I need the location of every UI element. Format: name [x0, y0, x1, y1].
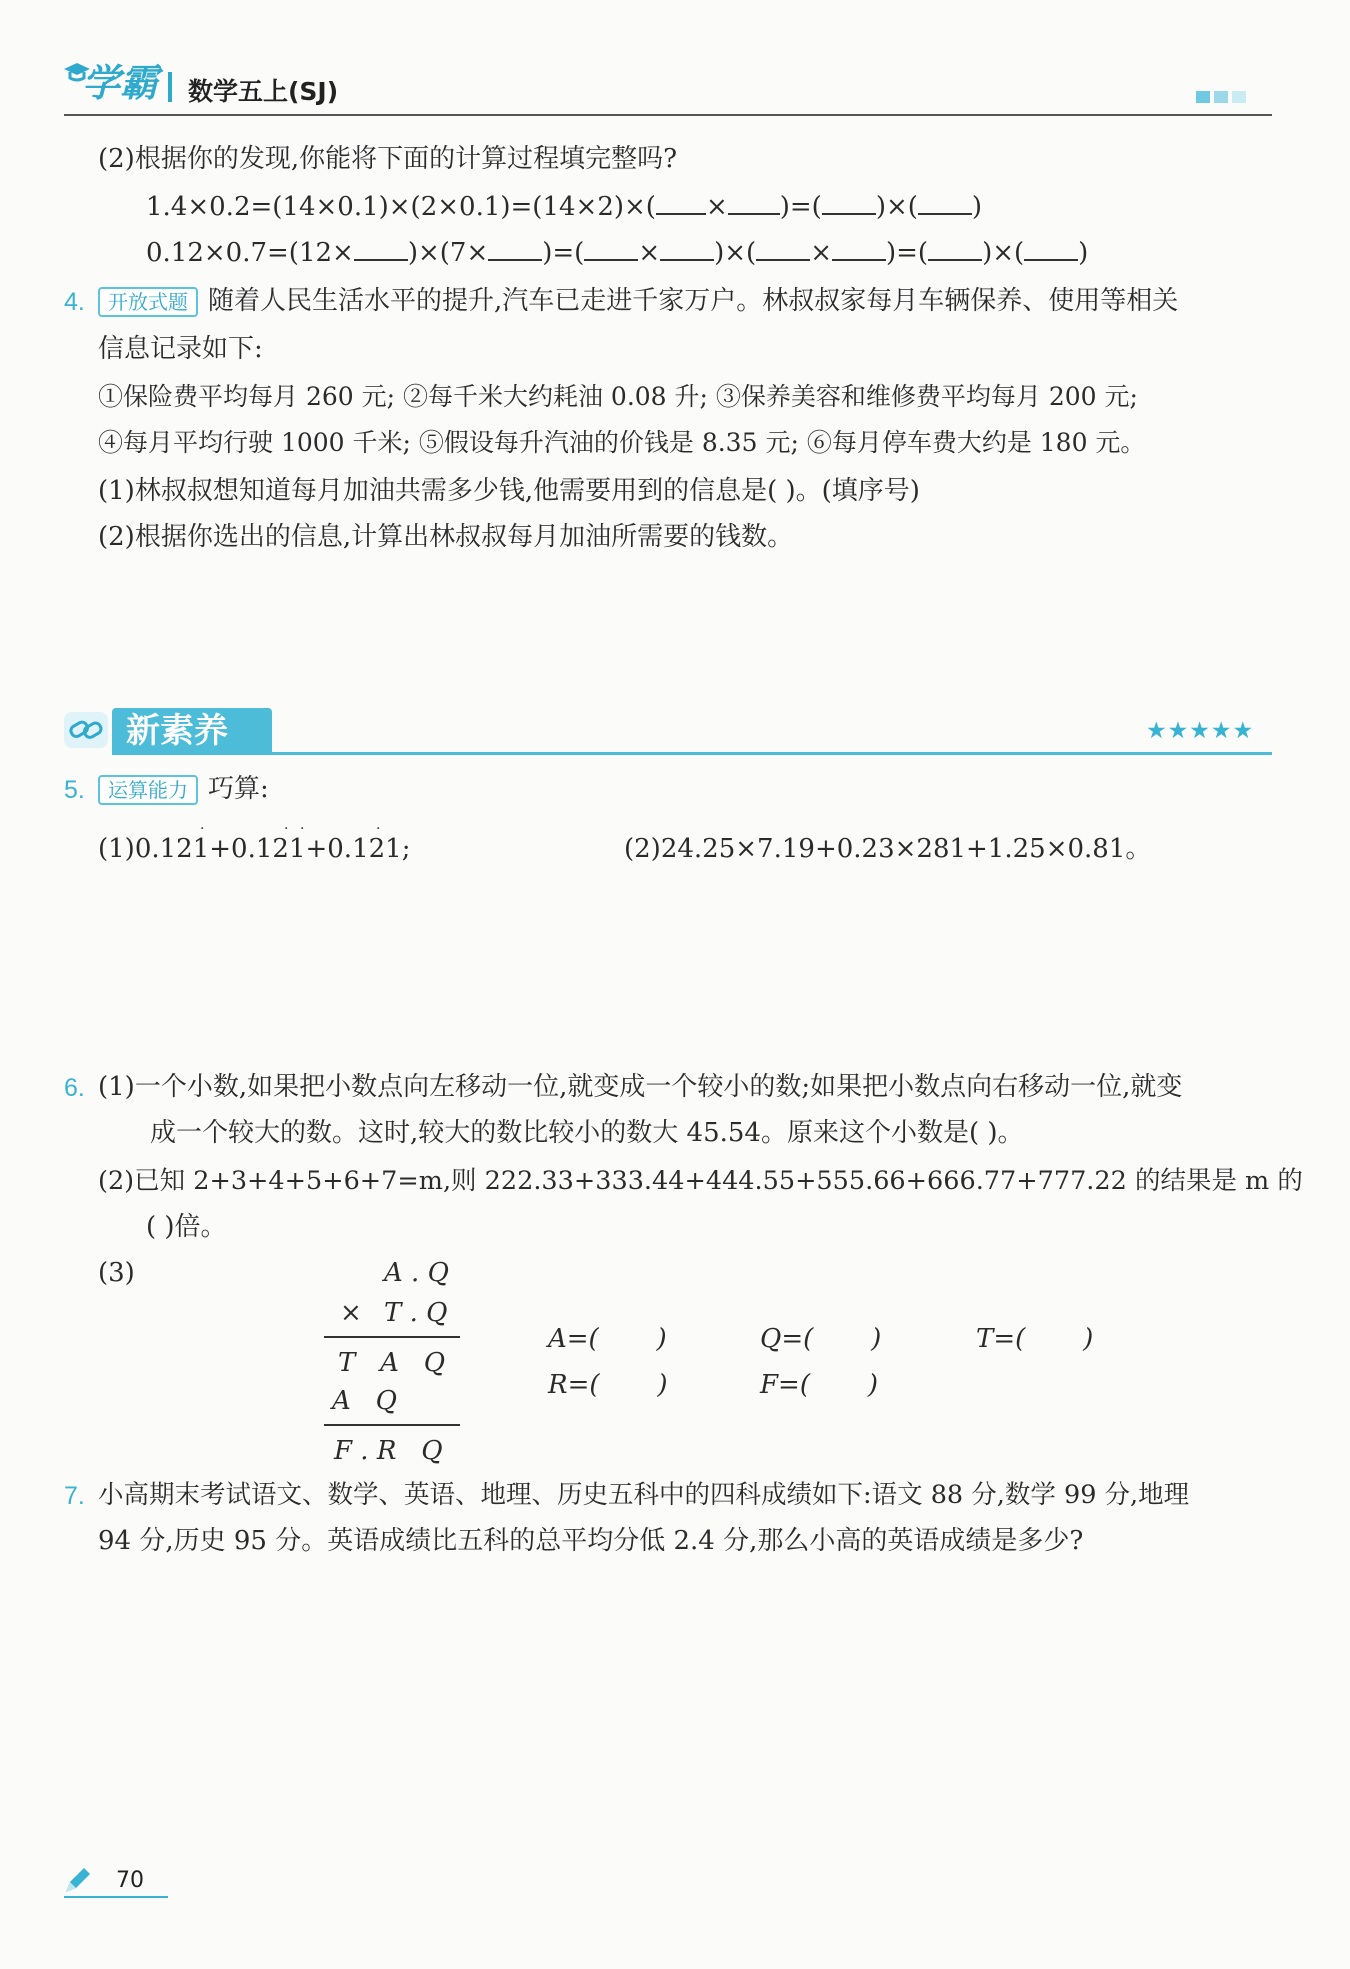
q3-part2-title: (2)根据你的发现,你能将下面的计算过程填完整吗?: [98, 144, 678, 174]
section-rule: [112, 752, 1272, 755]
vert-row-3: T A Q: [338, 1348, 446, 1378]
answer-blank[interactable]: [660, 237, 714, 261]
q6-part-2-line-2: ( )倍。: [146, 1212, 227, 1242]
q5-number: 5.: [64, 776, 85, 804]
q6-part-3-label: (3): [98, 1258, 135, 1288]
q4-info-row-1: ①保险费平均每月 260 元; ②每千米大约耗油 0.08 升; ③保养美容和维修费平均每月 200 元;: [98, 382, 1138, 411]
q3-line2-text-a: 0.12×0.7=(12×: [146, 238, 354, 268]
pencil-icon: [62, 1866, 92, 1900]
q3-line2-text-g: )=(: [885, 238, 929, 268]
q3-line1-text-e: ): [971, 192, 983, 222]
vert-rule-1: [324, 1336, 460, 1338]
q4-intro-text: 随着人民生活水平的提升,汽车已走进千家万户。林叔叔家每月车辆保养、使用等相关: [208, 286, 1179, 316]
q5-intro-text: 巧算:: [208, 774, 269, 804]
answer-blank[interactable]: [354, 237, 408, 261]
logo-divider: [168, 72, 172, 102]
q3-line2-text-i: ): [1078, 238, 1089, 268]
difficulty-stars: ★★★★★: [1146, 718, 1255, 744]
q4-info-row-2: ④每月平均行驶 1000 千米; ⑤假设每升汽油的价钱是 8.35 元; ⑥每月停车费大约是 180 元。: [98, 428, 1146, 457]
q3-line-1: [146, 190, 982, 224]
q3-line1-text-b: ×: [705, 192, 728, 222]
logo-text: 学霸: [82, 61, 159, 105]
q3-line2-text-e: )×(: [714, 238, 757, 268]
section-title: 新素养: [126, 711, 228, 751]
q5-part-1: (1)0.121+0.121+0.121;: [98, 834, 411, 864]
answer-blank[interactable]: [488, 237, 542, 261]
answer-F[interactable]: F=( ): [760, 1370, 878, 1400]
vert-row-5: F . R Q: [334, 1436, 443, 1466]
q3-line2-text-d: ×: [638, 238, 661, 268]
q4-part-1: (1)林叔叔想知道每月加油共需多少钱,他需要用到的信息是( )。(填序号): [98, 476, 920, 506]
q7-line-1: 小高期末考试语文、数学、英语、地理、历史五科中的四科成绩如下:语文 88 分,数学 99 分,地理: [98, 1480, 1190, 1510]
vert-row-4: A Q: [332, 1386, 397, 1416]
answer-blank[interactable]: [584, 237, 638, 261]
link-icon: [64, 712, 108, 752]
q3-line1-text-c: )=(: [779, 192, 822, 222]
answer-blank[interactable]: [756, 237, 810, 261]
q3-line-2: [146, 236, 1088, 270]
q6-part-1-line-2: 成一个较大的数。这时,较大的数比较小的数大 45.54。原来这个小数是( )。: [150, 1118, 1024, 1148]
q4-number: 4.: [64, 288, 85, 316]
answer-blank[interactable]: [822, 191, 876, 215]
answer-R[interactable]: R=( ): [548, 1370, 668, 1400]
q3-line1-text-a: 1.4×0.2=(14×0.1)×(2×0.1)=(14×2)×(: [146, 192, 656, 222]
header-squares: [1196, 88, 1246, 107]
answer-Q[interactable]: Q=( ): [760, 1324, 882, 1354]
page-number: 70: [116, 1868, 144, 1893]
vert-row-1: A . Q: [384, 1258, 449, 1288]
answer-blank[interactable]: [918, 191, 972, 215]
q3-line1-text-d: )×(: [875, 192, 918, 222]
q6-number: 6.: [64, 1074, 85, 1102]
vert-rule-2: [324, 1424, 460, 1426]
answer-blank[interactable]: [728, 191, 780, 215]
vert-row-2: T . Q: [384, 1298, 448, 1328]
q4-intro-line-1: [98, 284, 1178, 318]
workbook-page: 学霸 数学五上(SJ) (2)根据你的发现,你能将下面的计算过程填完整吗? 1.4×0.2=(14×0.1)×(2×0.1)=(14×2)×( × )=( )×( ) 0.12×0.7=(12× )×(7× )=( × )×( × )=( )×( ) 4. 开放式题 随着人民生活水平的提升,汽车已走进千家万户。林叔叔家每月车辆保养、使用等相关 信息记录如下: ①保险费平均每月 260 元; ②每千米大约耗油 0.08 升; ③保养美容和维修费平均每月 200 元; ④每月平均行驶 1000 千米; ⑤假设每升汽油的价钱是 8.35 元; ⑥每月停车费大约是 180 元。 (1)林叔叔想知道每月加油共需多少钱,他需要用到的信息是( )。(填序号) (2)根据你选出的信息,计算出林叔叔每月加油所需要的钱数。 新素养 ★★★★★ 5. 运算能力 巧算: · · · · (1)0.121+0.121+0.121; (2)24.25×7.19+0.23×281+1.25×0.81。 6. (1)一个小数,如果把小数点向左移动一位,就变成一个较小的数;如果把小数点向右移动一位,就变 成一个较大的数。这时,较大的数比较小的数大 45.54。原来这个小数是( )。 (2)已知 2+3+4+5+6+7=m,则 222.33+333.44+444.55+555.66+666.77+777.22 的结果是 m 的 ( )倍。 (3) A . Q × T . Q T A Q A Q F . R Q A=( ) Q=( ) T=( ) R=( ) F=( ) 7. 小高期末考试语文、数学、英语、地理、历史五科中的四科成绩如下:语文 88 分,数学 99 分,地理 94 分,历史 95 分。英语成绩比五科的总平均分低 2.4 分,那么小高的英语成绩是多少? 70: [0, 0, 1350, 1969]
q7-line-2: 94 分,历史 95 分。英语成绩比五科的总平均分低 2.4 分,那么小高的英语成绩是多少?: [98, 1526, 1084, 1556]
q4-tag: 开放式题: [98, 287, 198, 317]
footer-rule: [64, 1896, 168, 1898]
q4-intro-line-2: 信息记录如下:: [98, 334, 263, 364]
q5-tag: 运算能力: [98, 775, 198, 805]
answer-blank[interactable]: [832, 237, 886, 261]
q3-line2-text-c: )=(: [542, 238, 585, 268]
q3-line2-text-h: )×(: [982, 238, 1025, 268]
q5-part-2: (2)24.25×7.19+0.23×281+1.25×0.81。: [624, 834, 1152, 864]
answer-blank[interactable]: [1024, 237, 1078, 261]
answer-blank[interactable]: [656, 191, 706, 215]
q6-part-2-line-1: (2)已知 2+3+4+5+6+7=m,则 222.33+333.44+444.55+555.66+666.77+777.22 的结果是 m 的: [98, 1166, 1303, 1196]
answer-blank[interactable]: [928, 237, 982, 261]
vert-times-sign: ×: [340, 1298, 362, 1328]
answer-T[interactable]: T=( ): [976, 1324, 1094, 1354]
q3-line2-text-b: )×(7×: [407, 238, 489, 268]
q7-number: 7.: [64, 1482, 85, 1510]
book-title: 数学五上(SJ): [188, 77, 339, 106]
q4-part-2: (2)根据你选出的信息,计算出林叔叔每月加油所需要的钱数。: [98, 522, 794, 552]
q6-part-1-line-1: (1)一个小数,如果把小数点向左移动一位,就变成一个较小的数;如果把小数点向右移动一位,就变: [98, 1072, 1183, 1102]
q3-line2-text-f: ×: [810, 238, 832, 268]
header-rule: [64, 114, 1272, 116]
answer-A[interactable]: A=( ): [548, 1324, 667, 1354]
q5-intro: [98, 772, 269, 806]
